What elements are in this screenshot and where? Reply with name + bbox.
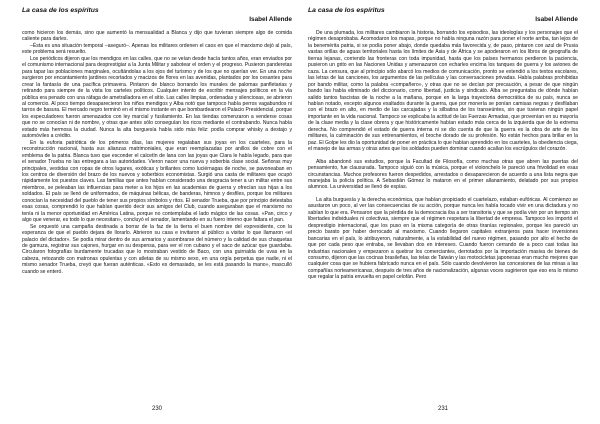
left-page — [22, 0, 292, 424]
paragraph: En la euforia patriótica de los primeros días, las mujeres regalaban sus joyas en los cuarteles, para la reconstrucción nacional, hasta sus alianzas matrimoniales, que eran reemplazadas por anillos de cobre con el emblema de la patria. Blanca tuvo que esconder el calcetín de lana con las joyas que Clara le había legado, para que el senador Trueba no las entregara a las autoridades. Vieron nacer una nueva y soberbia clase social. Señoras muy principales, vestidas con ropas de otros lugares, exóticas y brillantes como luciérnagas de noche, se pavoneaban en los centros de diversión del brazo de los nuevos y soberbios economistas. Surgió una casta de militares que ocupó rápidamente los puestos claves. Las familias que antes habían considerado una desgracia tener a un militar entre sus miembros, se peleaban las influencias para meter a los hijos en las academias de guerra y ofrecían sus hijas a los soldados. El país se llenó de uniformados, de máquinas bélicas, de banderas, himnos y desfiles, porque los militares conocían la necesidad del pueblo de tener sus propios símbolos y ritos. El senador Trueba, que por principio detestaba esas cosas, comprendió lo que habían querido decir sus amigos del Club, cuando aseguraban que el marxismo no tenía ni la menor oportunidad en América Latina, porque no contemplaba el lado mágico de las cosas. «Pan, circo y algo que venerar, es todo lo que necesitan», concluyó el senador, lamentando en su fuero interno que faltara el pan. — [22, 139, 292, 224]
page-body-text — [22, 30, 292, 400]
paragraph: como hicieron los demás, sino que aumentó la mensualidad a Blanca y dijo que tuvieran siempre algo de comida caliente para darles. — [22, 30, 292, 43]
paragraph: La alta burguesía y la derecha económica, que habían propiciado el cuartelazo, estaban eufóricas. Al comienzo se asustaron un poco, al ver las consecuencias de su acción, porque nunca les había tocado vivir en una dictadura y no sabían lo que era. Pensaron que la pérdida de la democracia iba a ser transitoria y que se podía vivir por un tiempo sin libertades individuales ni colectivas, siempre que el régimen respetara la libertad de empresa. Tampoco les importó el desprestigio internacional, que los puso en la misma categoría de otras tiranías regionales, porque les pareció un precio barato por haber derrocado al marxismo. Cuando llegaron capitales extranjeros para hacer inversiones bancarias en el país, lo atribuyeron, naturalmente, a la estabilidad del nuevo régimen, pasando por alto el hecho de que por cada peso que entraba, se llevaban dos en intereses. Cuando fueron cerrando de a poco casi todas las industrias nacionales y empezaron a quebrar los comerciantes, derrotados por la importación masiva de bienes de consumo, dijeron que las cocinas brasileñas, las telas de Taiwán y las motocicletas japonesas eran mucho mejores que cualquier cosa que se hubiera fabricado nunca en el país. Sólo cuando devolvieron las concesiones de las minas a las compañías norteamericanas, después de tres años de nacionalización, algunas voces sugirieron que eso era lo mismo que regalar la patria envuelta en papel celofán. Pero — [308, 196, 578, 281]
page-number: 231 — [437, 406, 448, 412]
paragraph: Alba abandonó sus estudios, porque la Facultad de Filosofía, como muchas otras que abren las puertas del pensamiento, fue clausurada. Tampoco siguió con la música, porque el violonchelo le pareció una frivolidad en esas circunstancias. Muchos profesores fueron despedidos, arrestados o desaparecieron de acuerdo a una lista negra que manejaba la policía política. A Sebastián Gómez lo mataron en el primer allanamiento, delatado por sus propios alumnos. La universidad se llenó de espías. — [308, 158, 578, 191]
paragraph: Los periódicos dijeron que los mendigos en las calles, que no se veían desde hacía tantos años, eran enviados por el comunismo internacional para desprestigiar a la Junta Militar y sabotear el orden y el progreso. Pusieron panderetas para tapar las poblaciones marginales, ocultándolas a los ojos del turismo y de los que no querían ver. En una noche surgieron por encantamiento jardines recortados y macizos de flores en las avenidas, plantados por los cesantes para crear la fantasía de una pacífica primavera. Pintaron de blanco borrando los murales de palomas panfletarias y retirando para siempre de la vista los carteles políticos. Cualquier intento de escribir mensajes políticos en la vía pública era penado con una ráfaga de ametralladora en el sitio. Las calles limpias, ordenadas y silenciosas, se abrieron al comercio. Al poco tiempo desaparecieron los niños mendigos y Alba notó que tampoco había perros vagabundos ni tarros de basura. El mercado negro terminó en el mismo instante en que bombardearon el Palacio Presidencial, porque los especuladores fueron amenazados con ley marcial y fusilamiento. En las tiendas comenzaron a venderse cosas que no se conocían ni de nombre, y otras que antes sólo conseguían los ricos mediante el contrabando. Nunca había estado más hermosa la ciudad. Nunca la alta burguesía había sido más feliz: podía comprar whisky a destajo y automóviles a crédito. — [22, 55, 292, 140]
running-header-title: La casa de los espíritus — [22, 7, 99, 14]
right-page — [308, 0, 578, 424]
running-header-author: Isabel Allende — [249, 16, 292, 23]
page-body-text — [308, 30, 578, 400]
page-number: 230 — [151, 406, 162, 412]
paragraph: Se orquestó una campaña destinada a borrar de la faz de la tierra el buen nombre del expresidente, con la esperanza de que el pueblo dejara de llorarlo. Abrieron su casa e invitaron al público a visitar lo que llamaron «el palacio del dictador». Se podía mirar dentro de sus armarios y asombrarse del número y la calidad de sus chaquetas de gamuza, registrar sus cajones, hurgar en su despensa, para ver el ron cubano y el saco de azúcar que guardaba. Circularon fotografías burdamente trucadas que lo mostraban vestido de Baco, con una guirnalda de uvas en la cabeza, retozando con matronas opulentas y con atletas de su mismo sexo, en una orgía perpetua que nadie, ni el mismo senador Trueba, creyó que fueran auténticas. «Esto es demasiado, se les está pasando la mano», masculló cuando se enteró. — [22, 223, 292, 275]
paragraph: –Ésta es una situación temporal –aseguró–. Apenas los militares ordenen el caos en que el marxismo dejó al país, este problema será resuelto. — [22, 42, 292, 56]
paragraph: De una plumada, los militares cambiaron la historia, borrando los episodios, las ideologías y los personajes que el régimen desaprobaba. Acomodaron los mapas, porque no había ninguna razón para poner el norte arriba, tan lejos de la benemérita patria, si se podía poner abajo, donde quedaba más favorecida y, de paso, pintaron con azul de Prusia vastas orillas de aguas territoriales hasta los límites de Asia y de África y se apoderaron en los libros de geografía de tierras lejanas, corriendo las fronteras con toda impunidad, hasta que los países hermanos perdieron la paciencia, pusieron un grito en las Naciones Unidas y amenazaron con echarles encima los tanques de guerra y los aviones de caza. La censura, que al principio sólo abarcó los medios de comunicación, pronto se extendió a los textos escolares, las letras de las canciones, los argumentos de las películas y las conversaciones privadas. Había palabras prohibidas por bando militar, como la palabra «compañero», y otras que no se decían por precaución, a pesar de que ningún bando las había eliminado del diccionario, como libertad, justicia y sindicato. Alba se preguntaba de dónde habían salido tantos fascistas de la noche a la mañana, porque en la larga trayectoria democrática de su país, nunca se habían notado, excepto algunos exaltados durante la guerra, que por monería se ponían camisas negras y desfilaban con el brazo en alto, en medio de las carcajadas y la silbatina de los transeúntes, sin que tuvieran ningún papel importante en la vida nacional. Tampoco se explicaba la actitud de las Fuerzas Armadas, que provenían en su mayoría de la clase media y la clase obrera y que históricamente habían estado más cerca de la izquierda que de la extrema derecha. No comprendió el estado de guerra interna ni se dio cuenta de que la guerra es la obra de arte de los militares, la culminación de sus entrenamientos, el broche dorado de su profesión. No están hechos para brillar en la paz. El Golpe les dio la oportunidad de poner en práctica lo que habían aprendido en los cuarteles, la obediencia ciega, el manejo de las armas y otras artes que los soldados pueden dominar cuando acallan los escrúpulos del corazón. — [308, 30, 578, 153]
running-header-title: La casa de los espíritus — [308, 7, 385, 14]
running-header-author: Isabel Allende — [535, 16, 578, 23]
